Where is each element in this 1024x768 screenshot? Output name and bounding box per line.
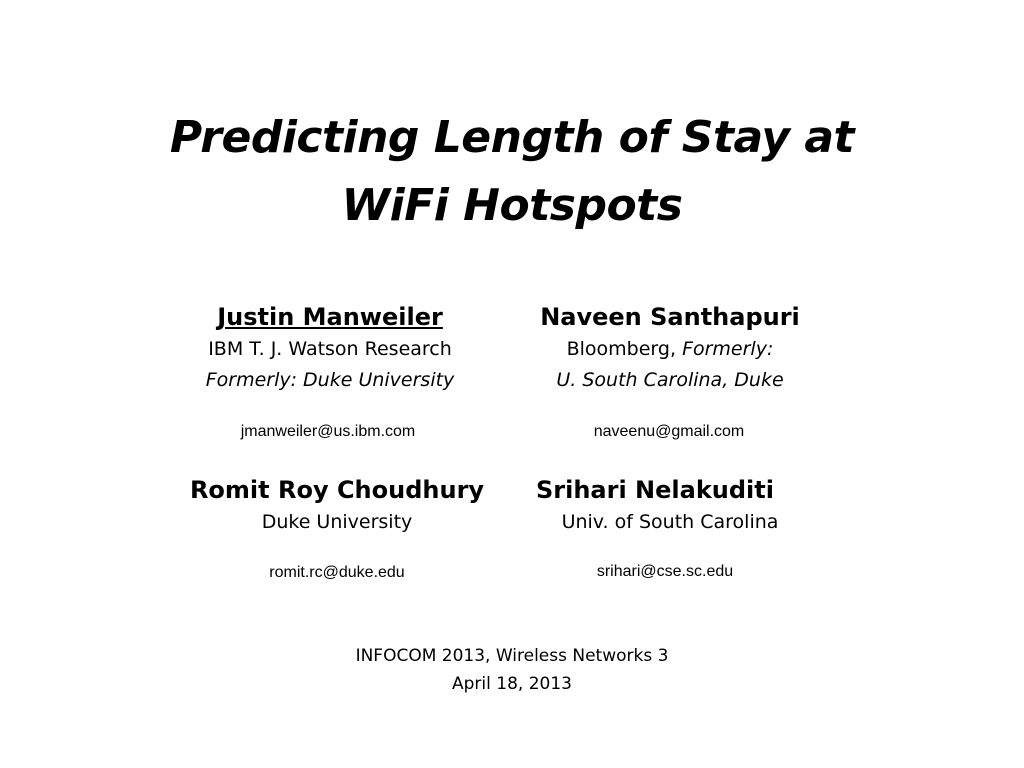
slide-footer	[0, 642, 1024, 698]
title-line-1: Predicting Length of Stay at	[169, 112, 855, 163]
author-email: jmanweiler@us.ibm.com	[240, 423, 416, 440]
author-affiliation: Bloomberg, Formerly:	[566, 338, 774, 360]
author-name: Justin Manweiler	[217, 303, 443, 331]
author-name: Srihari Nelakuditi	[536, 476, 774, 504]
author-email: naveenu@gmail.com	[593, 423, 745, 440]
author-affiliation: IBM T. J. Watson Research	[208, 338, 452, 360]
author-former-affiliation: U. South Carolina, Duke	[556, 369, 784, 391]
author-name: Romit Roy Choudhury	[189, 476, 485, 504]
date-text: April 18, 2013	[452, 674, 572, 694]
author-email: srihari@cse.sc.edu	[596, 563, 734, 580]
slide-title	[0, 104, 1024, 240]
author-affiliation: Univ. of South Carolina	[561, 511, 779, 533]
author-email: romit.rc@duke.edu	[269, 564, 405, 581]
author-block-nelakuditi	[455, 473, 855, 538]
author-block-santhapuri	[470, 300, 870, 396]
author-name: Naveen Santhapuri	[540, 303, 800, 331]
author-former-affiliation: Formerly: Duke University	[205, 369, 455, 391]
title-line-2: WiFi Hotspots	[341, 180, 683, 231]
venue-text: INFOCOM 2013, Wireless Networks 3	[355, 646, 669, 666]
author-affiliation: Duke University	[261, 511, 413, 533]
